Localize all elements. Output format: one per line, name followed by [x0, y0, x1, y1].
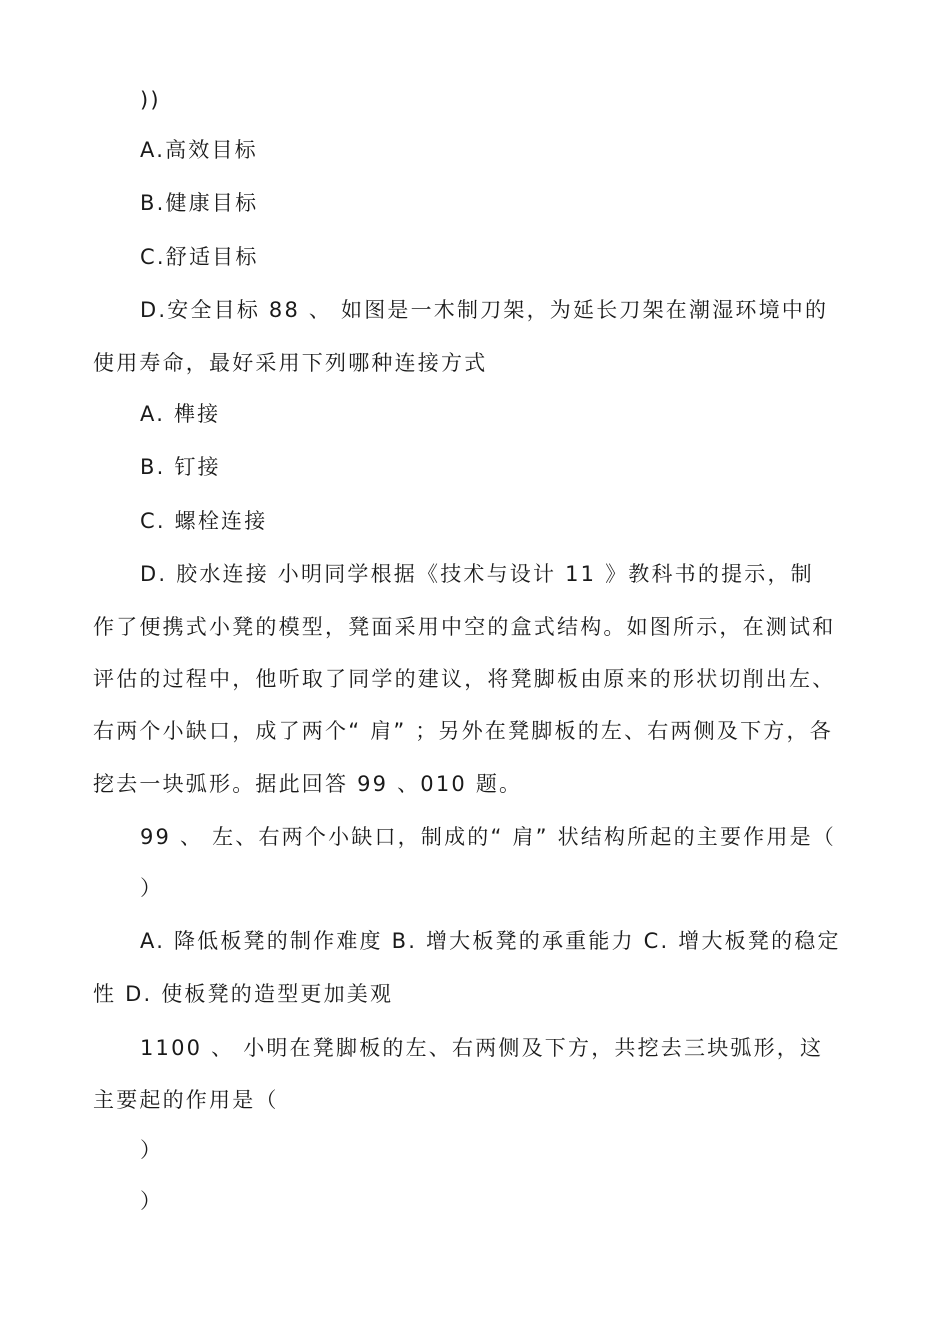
question-line: D.安全目标 88 、 如图是一木制刀架，为延长刀架在潮湿环境中的: [140, 298, 829, 322]
paragraph-line: 右两个小缺口，成了两个“ 肩” ；另外在凳脚板的左、右两侧及下方，各: [93, 719, 833, 743]
text-line: ）: [140, 1138, 164, 1162]
option-line: B. 钉接: [140, 455, 221, 479]
option-line: B.健康目标: [140, 191, 259, 215]
question-line: 99 、 左、右两个小缺口，制成的“ 肩” 状结构所起的主要作用是（: [140, 825, 836, 849]
text-line: )): [140, 88, 161, 112]
text-line: ）: [140, 1189, 164, 1213]
text-line: ）: [140, 876, 164, 900]
paragraph-line: D. 胶水连接 小明同学根据《技术与设计 11 》教科书的提示，制: [140, 562, 814, 586]
option-line: A. 降低板凳的制作难度 B. 增大板凳的承重能力 C. 增大板凳的稳定: [140, 929, 841, 953]
option-line: A.高效目标: [140, 138, 258, 162]
question-line: 1100 、 小明在凳脚板的左、右两侧及下方，共挖去三块弧形，这: [140, 1036, 824, 1060]
option-line: A. 榫接: [140, 402, 221, 426]
question-line: 主要起的作用是（: [93, 1088, 279, 1112]
option-line: C. 螺栓连接: [140, 509, 268, 533]
paragraph-line: 作了便携式小凳的模型，凳面采用中空的盒式结构。如图所示，在测试和: [93, 615, 836, 639]
question-line: 使用寿命，最好采用下列哪种连接方式: [93, 351, 488, 375]
option-line: C.舒适目标: [140, 245, 259, 269]
option-line: 性 D. 使板凳的造型更加美观: [93, 982, 394, 1006]
paragraph-line: 挖去一块弧形。据此回答 99 、010 题。: [93, 772, 523, 796]
paragraph-line: 评估的过程中，他听取了同学的建议，将凳脚板由原来的形状切削出左、: [93, 667, 836, 691]
